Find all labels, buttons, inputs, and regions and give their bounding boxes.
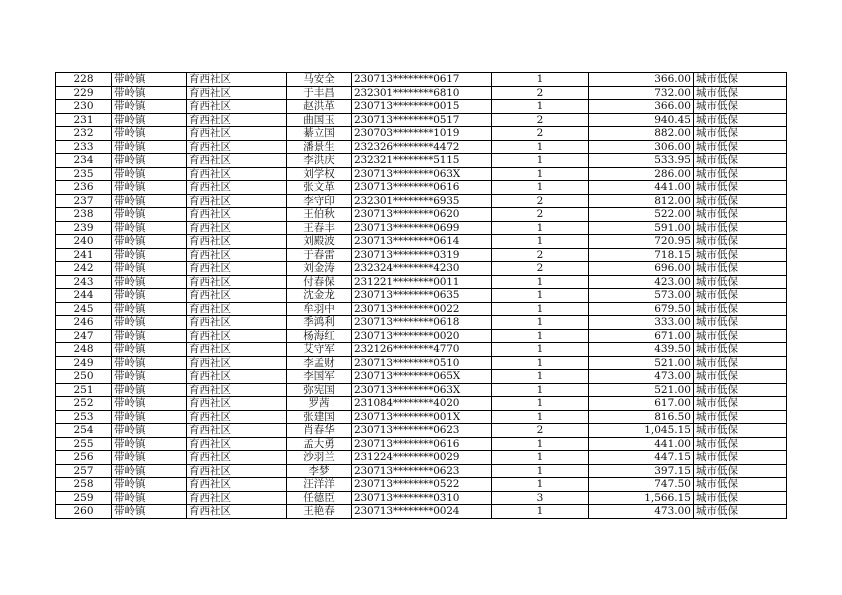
assistance-type-cell: 城市低保	[694, 73, 787, 87]
row-number-cell: 241	[56, 248, 112, 262]
household-count-cell: 2	[492, 127, 589, 141]
id-number-cell: 230713********0623	[352, 424, 492, 438]
community-cell: 育西社区	[187, 289, 287, 303]
community-cell: 育西社区	[187, 113, 287, 127]
id-number-cell: 232301********6935	[352, 194, 492, 208]
table-row	[56, 289, 787, 303]
town-cell: 带岭镇	[112, 383, 187, 397]
household-count-cell: 1	[492, 140, 589, 154]
assistance-type-cell: 城市低保	[694, 478, 787, 492]
assistance-type-cell: 城市低保	[694, 248, 787, 262]
name-cell: 綦立国	[287, 127, 352, 141]
assistance-type-cell: 城市低保	[694, 370, 787, 384]
name-cell: 汪洋洋	[287, 478, 352, 492]
name-cell: 刘金涛	[287, 262, 352, 276]
community-cell: 育西社区	[187, 248, 287, 262]
name-cell: 刘殿波	[287, 235, 352, 249]
row-number-cell: 251	[56, 383, 112, 397]
community-cell: 育西社区	[187, 478, 287, 492]
amount-cell: 573.00	[589, 289, 694, 303]
community-cell: 育西社区	[187, 316, 287, 330]
amount-cell: 473.00	[589, 370, 694, 384]
amount-cell: 732.00	[589, 86, 694, 100]
row-number-cell: 232	[56, 127, 112, 141]
name-cell: 付春保	[287, 275, 352, 289]
assistance-type-cell: 城市低保	[694, 302, 787, 316]
row-number-cell: 236	[56, 181, 112, 195]
table-row	[56, 451, 787, 465]
town-cell: 带岭镇	[112, 73, 187, 87]
town-cell: 带岭镇	[112, 154, 187, 168]
table-row	[56, 208, 787, 222]
assistance-type-cell: 城市低保	[694, 262, 787, 276]
name-cell: 杨海红	[287, 329, 352, 343]
town-cell: 带岭镇	[112, 451, 187, 465]
town-cell: 带岭镇	[112, 235, 187, 249]
amount-cell: 591.00	[589, 221, 694, 235]
name-cell: 孟大勇	[287, 437, 352, 451]
name-cell: 牟羽中	[287, 302, 352, 316]
row-number-cell: 242	[56, 262, 112, 276]
assistance-type-cell: 城市低保	[694, 410, 787, 424]
town-cell: 带岭镇	[112, 194, 187, 208]
amount-cell: 720.95	[589, 235, 694, 249]
row-number-cell: 238	[56, 208, 112, 222]
community-cell: 育西社区	[187, 464, 287, 478]
town-cell: 带岭镇	[112, 302, 187, 316]
name-cell: 于春雷	[287, 248, 352, 262]
household-count-cell: 1	[492, 100, 589, 114]
id-number-cell: 230713********001X	[352, 410, 492, 424]
household-count-cell: 1	[492, 505, 589, 519]
name-cell: 刘学权	[287, 167, 352, 181]
row-number-cell: 249	[56, 356, 112, 370]
table-row	[56, 221, 787, 235]
amount-cell: 1,045.15	[589, 424, 694, 438]
name-cell: 任德臣	[287, 491, 352, 505]
town-cell: 带岭镇	[112, 262, 187, 276]
household-count-cell: 1	[492, 181, 589, 195]
household-count-cell: 2	[492, 248, 589, 262]
table-body	[56, 73, 787, 519]
amount-cell: 473.00	[589, 505, 694, 519]
community-cell: 育西社区	[187, 208, 287, 222]
row-number-cell: 257	[56, 464, 112, 478]
community-cell: 育西社区	[187, 437, 287, 451]
town-cell: 带岭镇	[112, 221, 187, 235]
community-cell: 育西社区	[187, 302, 287, 316]
relief-roster-table	[55, 72, 787, 519]
household-count-cell: 2	[492, 86, 589, 100]
name-cell: 李国军	[287, 370, 352, 384]
community-cell: 育西社区	[187, 73, 287, 87]
community-cell: 育西社区	[187, 491, 287, 505]
town-cell: 带岭镇	[112, 478, 187, 492]
assistance-type-cell: 城市低保	[694, 100, 787, 114]
table-row	[56, 491, 787, 505]
assistance-type-cell: 城市低保	[694, 451, 787, 465]
table-row	[56, 235, 787, 249]
id-number-cell: 230713********0623	[352, 464, 492, 478]
town-cell: 带岭镇	[112, 424, 187, 438]
id-number-cell: 230713********0517	[352, 113, 492, 127]
household-count-cell: 1	[492, 167, 589, 181]
table-row	[56, 410, 787, 424]
community-cell: 育西社区	[187, 343, 287, 357]
community-cell: 育西社区	[187, 262, 287, 276]
table-row	[56, 181, 787, 195]
id-number-cell: 230713********063X	[352, 383, 492, 397]
table-row	[56, 100, 787, 114]
community-cell: 育西社区	[187, 329, 287, 343]
row-number-cell: 256	[56, 451, 112, 465]
table-row	[56, 437, 787, 451]
id-number-cell: 230713********0616	[352, 437, 492, 451]
id-number-cell: 230713********0620	[352, 208, 492, 222]
amount-cell: 617.00	[589, 397, 694, 411]
id-number-cell: 230703********1019	[352, 127, 492, 141]
row-number-cell: 254	[56, 424, 112, 438]
row-number-cell: 237	[56, 194, 112, 208]
household-count-cell: 1	[492, 329, 589, 343]
name-cell: 艾守军	[287, 343, 352, 357]
community-cell: 育西社区	[187, 275, 287, 289]
household-count-cell: 1	[492, 410, 589, 424]
table-row	[56, 167, 787, 181]
amount-cell: 679.50	[589, 302, 694, 316]
community-cell: 育西社区	[187, 451, 287, 465]
town-cell: 带岭镇	[112, 167, 187, 181]
community-cell: 育西社区	[187, 154, 287, 168]
assistance-type-cell: 城市低保	[694, 275, 787, 289]
id-number-cell: 230713********0617	[352, 73, 492, 87]
household-count-cell: 1	[492, 275, 589, 289]
name-cell: 王伯秋	[287, 208, 352, 222]
id-number-cell: 230713********0310	[352, 491, 492, 505]
community-cell: 育西社区	[187, 221, 287, 235]
town-cell: 带岭镇	[112, 275, 187, 289]
town-cell: 带岭镇	[112, 248, 187, 262]
table-row	[56, 370, 787, 384]
table-row	[56, 383, 787, 397]
household-count-cell: 1	[492, 464, 589, 478]
id-number-cell: 230713********0319	[352, 248, 492, 262]
assistance-type-cell: 城市低保	[694, 329, 787, 343]
assistance-type-cell: 城市低保	[694, 208, 787, 222]
assistance-type-cell: 城市低保	[694, 194, 787, 208]
household-count-cell: 2	[492, 194, 589, 208]
row-number-cell: 253	[56, 410, 112, 424]
household-count-cell: 1	[492, 356, 589, 370]
household-count-cell: 1	[492, 478, 589, 492]
assistance-type-cell: 城市低保	[694, 383, 787, 397]
household-count-cell: 2	[492, 113, 589, 127]
name-cell: 张文革	[287, 181, 352, 195]
household-count-cell: 1	[492, 451, 589, 465]
row-number-cell: 228	[56, 73, 112, 87]
table-row	[56, 86, 787, 100]
assistance-type-cell: 城市低保	[694, 181, 787, 195]
community-cell: 育西社区	[187, 140, 287, 154]
table-row	[56, 343, 787, 357]
row-number-cell: 260	[56, 505, 112, 519]
row-number-cell: 252	[56, 397, 112, 411]
assistance-type-cell: 城市低保	[694, 356, 787, 370]
assistance-type-cell: 城市低保	[694, 437, 787, 451]
name-cell: 罗茜	[287, 397, 352, 411]
name-cell: 潘景生	[287, 140, 352, 154]
community-cell: 育西社区	[187, 100, 287, 114]
name-cell: 弥宪国	[287, 383, 352, 397]
name-cell: 李洪庆	[287, 154, 352, 168]
household-count-cell: 1	[492, 302, 589, 316]
name-cell: 沙羽兰	[287, 451, 352, 465]
town-cell: 带岭镇	[112, 329, 187, 343]
household-count-cell: 1	[492, 370, 589, 384]
community-cell: 育西社区	[187, 356, 287, 370]
table-row	[56, 464, 787, 478]
household-count-cell: 1	[492, 316, 589, 330]
community-cell: 育西社区	[187, 383, 287, 397]
amount-cell: 521.00	[589, 383, 694, 397]
assistance-type-cell: 城市低保	[694, 397, 787, 411]
table-row	[56, 73, 787, 87]
amount-cell: 286.00	[589, 167, 694, 181]
row-number-cell: 239	[56, 221, 112, 235]
id-number-cell: 232324********4230	[352, 262, 492, 276]
amount-cell: 366.00	[589, 100, 694, 114]
assistance-type-cell: 城市低保	[694, 235, 787, 249]
amount-cell: 333.00	[589, 316, 694, 330]
name-cell: 于丰昌	[287, 86, 352, 100]
household-count-cell: 2	[492, 262, 589, 276]
row-number-cell: 233	[56, 140, 112, 154]
town-cell: 带岭镇	[112, 437, 187, 451]
household-count-cell: 3	[492, 491, 589, 505]
amount-cell: 522.00	[589, 208, 694, 222]
household-count-cell: 2	[492, 424, 589, 438]
id-number-cell: 230713********0020	[352, 329, 492, 343]
table-row	[56, 478, 787, 492]
id-number-cell: 230713********0510	[352, 356, 492, 370]
town-cell: 带岭镇	[112, 491, 187, 505]
name-cell: 李守印	[287, 194, 352, 208]
assistance-type-cell: 城市低保	[694, 140, 787, 154]
amount-cell: 816.50	[589, 410, 694, 424]
table-row	[56, 397, 787, 411]
household-count-cell: 1	[492, 343, 589, 357]
table-row	[56, 356, 787, 370]
household-count-cell: 1	[492, 437, 589, 451]
id-number-cell: 230713********0618	[352, 316, 492, 330]
amount-cell: 747.50	[589, 478, 694, 492]
row-number-cell: 248	[56, 343, 112, 357]
row-number-cell: 255	[56, 437, 112, 451]
table-row	[56, 302, 787, 316]
community-cell: 育西社区	[187, 167, 287, 181]
town-cell: 带岭镇	[112, 464, 187, 478]
assistance-type-cell: 城市低保	[694, 491, 787, 505]
amount-cell: 423.00	[589, 275, 694, 289]
assistance-type-cell: 城市低保	[694, 221, 787, 235]
town-cell: 带岭镇	[112, 113, 187, 127]
id-number-cell: 231221********0011	[352, 275, 492, 289]
table-row	[56, 275, 787, 289]
id-number-cell: 231224********0029	[352, 451, 492, 465]
assistance-type-cell: 城市低保	[694, 127, 787, 141]
amount-cell: 696.00	[589, 262, 694, 276]
table-row	[56, 140, 787, 154]
assistance-type-cell: 城市低保	[694, 424, 787, 438]
name-cell: 王艳春	[287, 505, 352, 519]
amount-cell: 718.15	[589, 248, 694, 262]
amount-cell: 441.00	[589, 181, 694, 195]
community-cell: 育西社区	[187, 505, 287, 519]
id-number-cell: 230713********0614	[352, 235, 492, 249]
id-number-cell: 232326********4472	[352, 140, 492, 154]
amount-cell: 447.15	[589, 451, 694, 465]
table-row	[56, 113, 787, 127]
name-cell: 赵洪革	[287, 100, 352, 114]
id-number-cell: 231084********4020	[352, 397, 492, 411]
town-cell: 带岭镇	[112, 127, 187, 141]
table-row	[56, 505, 787, 519]
id-number-cell: 232301********6810	[352, 86, 492, 100]
community-cell: 育西社区	[187, 194, 287, 208]
name-cell: 张建国	[287, 410, 352, 424]
amount-cell: 441.00	[589, 437, 694, 451]
row-number-cell: 230	[56, 100, 112, 114]
town-cell: 带岭镇	[112, 208, 187, 222]
name-cell: 王春丰	[287, 221, 352, 235]
id-number-cell: 230713********0015	[352, 100, 492, 114]
table-row	[56, 329, 787, 343]
id-number-cell: 230713********065X	[352, 370, 492, 384]
assistance-type-cell: 城市低保	[694, 316, 787, 330]
amount-cell: 671.00	[589, 329, 694, 343]
town-cell: 带岭镇	[112, 316, 187, 330]
amount-cell: 533.95	[589, 154, 694, 168]
name-cell: 肖春华	[287, 424, 352, 438]
household-count-cell: 1	[492, 397, 589, 411]
row-number-cell: 259	[56, 491, 112, 505]
name-cell: 李梦	[287, 464, 352, 478]
household-count-cell: 1	[492, 154, 589, 168]
assistance-type-cell: 城市低保	[694, 464, 787, 478]
community-cell: 育西社区	[187, 410, 287, 424]
household-count-cell: 1	[492, 383, 589, 397]
row-number-cell: 244	[56, 289, 112, 303]
household-count-cell: 1	[492, 289, 589, 303]
id-number-cell: 230713********0699	[352, 221, 492, 235]
row-number-cell: 235	[56, 167, 112, 181]
id-number-cell: 232126********4770	[352, 343, 492, 357]
name-cell: 马安全	[287, 73, 352, 87]
row-number-cell: 250	[56, 370, 112, 384]
id-number-cell: 230713********0635	[352, 289, 492, 303]
town-cell: 带岭镇	[112, 181, 187, 195]
row-number-cell: 258	[56, 478, 112, 492]
id-number-cell: 232321********5115	[352, 154, 492, 168]
amount-cell: 940.45	[589, 113, 694, 127]
town-cell: 带岭镇	[112, 140, 187, 154]
assistance-type-cell: 城市低保	[694, 505, 787, 519]
town-cell: 带岭镇	[112, 410, 187, 424]
table-row	[56, 316, 787, 330]
row-number-cell: 246	[56, 316, 112, 330]
table-row	[56, 127, 787, 141]
amount-cell: 882.00	[589, 127, 694, 141]
town-cell: 带岭镇	[112, 289, 187, 303]
row-number-cell: 243	[56, 275, 112, 289]
amount-cell: 439.50	[589, 343, 694, 357]
town-cell: 带岭镇	[112, 356, 187, 370]
community-cell: 育西社区	[187, 424, 287, 438]
id-number-cell: 230713********0022	[352, 302, 492, 316]
town-cell: 带岭镇	[112, 370, 187, 384]
amount-cell: 397.15	[589, 464, 694, 478]
name-cell: 李孟财	[287, 356, 352, 370]
id-number-cell: 230713********0616	[352, 181, 492, 195]
table-row	[56, 154, 787, 168]
amount-cell: 812.00	[589, 194, 694, 208]
community-cell: 育西社区	[187, 181, 287, 195]
amount-cell: 306.00	[589, 140, 694, 154]
assistance-type-cell: 城市低保	[694, 86, 787, 100]
table-row	[56, 424, 787, 438]
household-count-cell: 1	[492, 221, 589, 235]
name-cell: 沈金龙	[287, 289, 352, 303]
assistance-type-cell: 城市低保	[694, 167, 787, 181]
community-cell: 育西社区	[187, 370, 287, 384]
name-cell: 曲国玉	[287, 113, 352, 127]
assistance-type-cell: 城市低保	[694, 154, 787, 168]
community-cell: 育西社区	[187, 397, 287, 411]
row-number-cell: 229	[56, 86, 112, 100]
table-row	[56, 194, 787, 208]
row-number-cell: 240	[56, 235, 112, 249]
household-count-cell: 1	[492, 235, 589, 249]
row-number-cell: 234	[56, 154, 112, 168]
assistance-type-cell: 城市低保	[694, 113, 787, 127]
row-number-cell: 231	[56, 113, 112, 127]
town-cell: 带岭镇	[112, 100, 187, 114]
town-cell: 带岭镇	[112, 343, 187, 357]
table-row	[56, 262, 787, 276]
community-cell: 育西社区	[187, 235, 287, 249]
row-number-cell: 245	[56, 302, 112, 316]
household-count-cell: 1	[492, 73, 589, 87]
id-number-cell: 230713********063X	[352, 167, 492, 181]
assistance-type-cell: 城市低保	[694, 343, 787, 357]
row-number-cell: 247	[56, 329, 112, 343]
table-row	[56, 248, 787, 262]
name-cell: 季鸿利	[287, 316, 352, 330]
town-cell: 带岭镇	[112, 86, 187, 100]
town-cell: 带岭镇	[112, 505, 187, 519]
amount-cell: 521.00	[589, 356, 694, 370]
id-number-cell: 230713********0024	[352, 505, 492, 519]
amount-cell: 1,566.15	[589, 491, 694, 505]
community-cell: 育西社区	[187, 127, 287, 141]
id-number-cell: 230713********0522	[352, 478, 492, 492]
amount-cell: 366.00	[589, 73, 694, 87]
assistance-type-cell: 城市低保	[694, 289, 787, 303]
community-cell: 育西社区	[187, 86, 287, 100]
town-cell: 带岭镇	[112, 397, 187, 411]
household-count-cell: 2	[492, 208, 589, 222]
